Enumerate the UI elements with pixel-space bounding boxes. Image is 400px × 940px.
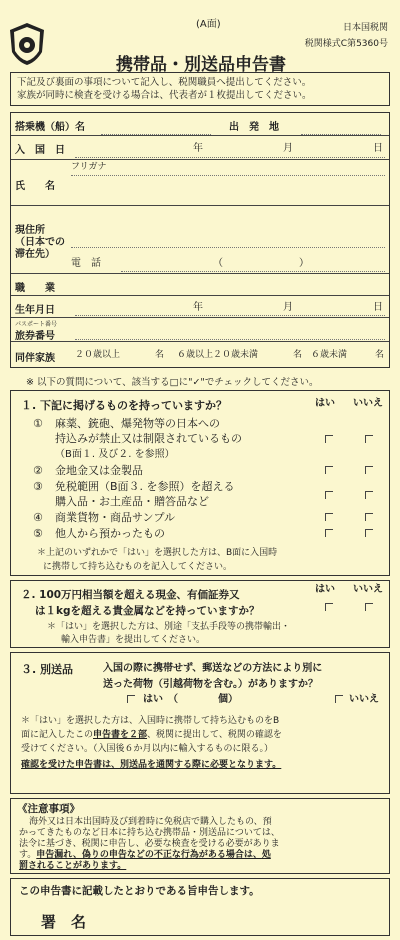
flight-label: 搭乗機（船）名 xyxy=(15,122,85,133)
address-label-1: 現住所 xyxy=(15,225,45,236)
furigana-field[interactable] xyxy=(71,161,385,176)
caution-line-2: かってきたものなど日本に持ち込む携帯品・別送品については、 xyxy=(19,828,280,838)
family-label: 同伴家族 xyxy=(15,353,55,364)
q3-yes-checkbox[interactable] xyxy=(127,695,135,703)
family-adults-unit: 名 xyxy=(155,350,165,360)
q2-no-checkbox[interactable] xyxy=(365,603,373,611)
intro-line-1: 下記及び裏面の事項について記入し、税関職員へ提出してください。 xyxy=(17,77,312,88)
q2-line-1: ２. 100万円相当額を超える現金、有価証券又 xyxy=(21,589,240,601)
passport-small-label: パスポート番号 xyxy=(15,321,58,328)
caution-line-5: 罰されることがあります。 xyxy=(19,861,127,871)
family-minors-label: ６歳以上２０歳未満 xyxy=(177,350,259,360)
furigana-label: フリガナ xyxy=(71,162,107,172)
authority: 日本国税関 xyxy=(342,23,388,33)
family-infants-unit: 名 xyxy=(375,350,385,360)
q1-note-2: に携帯して持ち込むものを記入してください。 xyxy=(43,562,233,572)
family-minors-unit: 名 xyxy=(293,350,303,360)
caution-line-4a: す。 xyxy=(19,850,37,860)
q3-note-2c: 、税関に提出して、税関の確認を xyxy=(147,730,282,740)
q3-no-label: いいえ xyxy=(349,694,379,705)
q1-item-2-line-1: 金地金又は金製品 xyxy=(55,464,143,477)
entry-day: 日 xyxy=(373,143,383,154)
question-1-box xyxy=(10,390,390,576)
signature-statement: この申告書に記載したとおりである旨申告します。 xyxy=(19,885,260,897)
name-field[interactable] xyxy=(71,177,385,203)
q1-item-5-num: ⑤ xyxy=(33,527,43,540)
passport-field[interactable] xyxy=(75,323,385,340)
address-label-2: （日本での xyxy=(15,237,65,248)
q1-item-2-num: ② xyxy=(33,464,43,477)
q1-item-1-line-1: 麻薬、銃砲、爆発物等の日本への xyxy=(55,417,220,430)
q3-note-4: 確認を受けた申告書は、別送品を通関する際に必要となります。 xyxy=(21,760,282,770)
q1-item-3-yes-checkbox[interactable] xyxy=(325,491,333,499)
caution-title: 《注意事項》 xyxy=(17,803,80,815)
q1-item-5-no-checkbox[interactable] xyxy=(365,529,373,537)
q3-yes-count: はい （ 個） xyxy=(143,694,238,705)
q1-item-5-line-1: 他人から預かったもの xyxy=(55,527,165,540)
q2-yes-header: はい xyxy=(315,584,335,595)
personal-info-box xyxy=(10,112,390,368)
q1-item-2-no-checkbox[interactable] xyxy=(365,466,373,474)
phone-paren-left: （ xyxy=(213,258,223,269)
q3-note-2 xyxy=(21,729,282,742)
family-infants-label: ６歳未満 xyxy=(311,350,348,360)
q1-note-1: ＊上記のいずれかで「はい」を選択した方は、B面に入国時 xyxy=(37,548,278,558)
q2-yes-checkbox[interactable] xyxy=(325,603,333,611)
phone-field[interactable] xyxy=(121,255,385,272)
q3-line-2: 送った荷物（引越荷物を含む。）がありますか？ xyxy=(103,679,318,690)
q1-item-3-line-2: 購入品・お土産品・贈答品など xyxy=(55,495,209,508)
departure-label: 出 発 地 xyxy=(229,122,279,133)
q2-note-1: ＊「はい」を選択した方は、別途「支払手段等の携帯輸出・ xyxy=(47,622,291,632)
occupation-field[interactable] xyxy=(71,277,385,293)
q1-item-2-yes-checkbox[interactable] xyxy=(325,466,333,474)
q1-item-4-no-checkbox[interactable] xyxy=(365,513,373,521)
q3-no-checkbox[interactable] xyxy=(335,695,343,703)
q1-yes-header: はい xyxy=(315,398,335,409)
occupation-label: 職 業 xyxy=(15,283,55,294)
family-adults-field[interactable] xyxy=(129,347,153,361)
dob-month: 月 xyxy=(283,302,293,313)
address-label-3: 滞在先） xyxy=(15,249,55,260)
q2-no-header: いいえ xyxy=(353,584,383,595)
phone-paren-right: ） xyxy=(299,258,309,269)
q3-note-2b: 申告書を２部 xyxy=(93,730,148,740)
q1-item-1-no-checkbox[interactable] xyxy=(365,435,373,443)
q1-no-header: いいえ xyxy=(353,398,383,409)
customs-declaration-form xyxy=(6,0,394,940)
name-label: 氏 名 xyxy=(15,181,55,192)
entry-year: 年 xyxy=(193,143,203,154)
q1-title: １. 下記に掲げるものを持っていますか？ xyxy=(21,399,228,412)
q3-count-field[interactable] xyxy=(221,691,281,705)
family-adults-label: ２０歳以上 xyxy=(75,350,121,360)
caution-line-3: 法令に基づき、税関に申告し、必要な検査を受ける必要がありま xyxy=(19,839,280,849)
q1-item-1-line-3: （B面１. 及び２. を参照） xyxy=(55,449,175,460)
intro-line-2: 家族が同時に検査を受ける場合は、代表者が１枚提出してください。 xyxy=(17,90,312,101)
q1-item-5-yes-checkbox[interactable] xyxy=(325,529,333,537)
q1-item-1-line-2: 持込みが禁止又は制限されているもの xyxy=(55,432,242,445)
q3-line-1: 入国の際に携帯せず、郵送などの方法により別に xyxy=(103,663,323,674)
dob-label: 生年月日 xyxy=(15,305,55,316)
dob-day: 日 xyxy=(373,302,383,313)
side-label: (A面) xyxy=(196,19,221,30)
form-number: 税関様式C第5360号 xyxy=(304,39,388,49)
entry-month: 月 xyxy=(283,143,293,154)
dob-year: 年 xyxy=(193,302,203,313)
q2-line-2: は１kgを超える貴金属などを持っていますか？ xyxy=(35,605,260,617)
form-title: 携帯品・別送品申告書 xyxy=(116,55,286,75)
q3-note-3: 受けてください。（入国後６か月以内に輸入するものに限る。） xyxy=(21,744,274,754)
question-2-box xyxy=(10,580,390,648)
signature-label: 署 名 xyxy=(41,913,87,931)
q3-note-2a: 面に記入したこの xyxy=(21,730,94,740)
instruction: ※ 以下の質問について、該当する□に"✓"でチェックしてください。 xyxy=(26,377,319,388)
q1-item-4-line-1: 商業貨物・商品サンプル xyxy=(55,511,176,524)
intro-box xyxy=(10,72,390,106)
signature-field[interactable] xyxy=(111,907,381,931)
q1-item-4-num: ④ xyxy=(33,511,43,524)
q1-item-3-line-1: 免税範囲（B面３. を参照）を超える xyxy=(55,480,235,493)
caution-line-4b: 申告漏れ、偽りの申告などの不正な行為がある場合は、処 xyxy=(36,850,271,860)
flight-field[interactable] xyxy=(101,118,211,135)
entry-date-field[interactable] xyxy=(75,141,385,158)
phone-label: 電 話 xyxy=(71,258,101,269)
departure-field[interactable] xyxy=(301,118,381,135)
question-3-box xyxy=(10,652,390,794)
japan-customs-logo xyxy=(8,22,46,66)
caution-line-1: 海外又は日本出国時及び到着時に免税店で購入したもの、預 xyxy=(29,817,272,827)
q1-item-4-yes-checkbox[interactable] xyxy=(325,513,333,521)
q3-note-1: ＊「はい」を選択した方は、入国時に携帯して持ち込むものをB xyxy=(21,716,280,726)
dob-field[interactable] xyxy=(75,299,385,316)
family-infants-field[interactable] xyxy=(353,347,373,361)
family-minors-field[interactable] xyxy=(269,347,291,361)
passport-label: 旅券番号 xyxy=(15,331,55,342)
q1-item-1-yes-checkbox[interactable] xyxy=(325,435,333,443)
q1-item-1-num: ① xyxy=(33,417,43,430)
q1-item-3-no-checkbox[interactable] xyxy=(365,491,373,499)
q3-title: ３. 別送品 xyxy=(21,663,74,676)
q1-item-3-num: ③ xyxy=(33,480,43,493)
address-field[interactable] xyxy=(71,207,385,248)
signature-box xyxy=(10,878,390,936)
q2-note-2: 輸入申告書」を提出してください。 xyxy=(61,635,206,645)
caution-box xyxy=(10,798,390,874)
entry-date-label: 入 国 日 xyxy=(15,145,65,156)
